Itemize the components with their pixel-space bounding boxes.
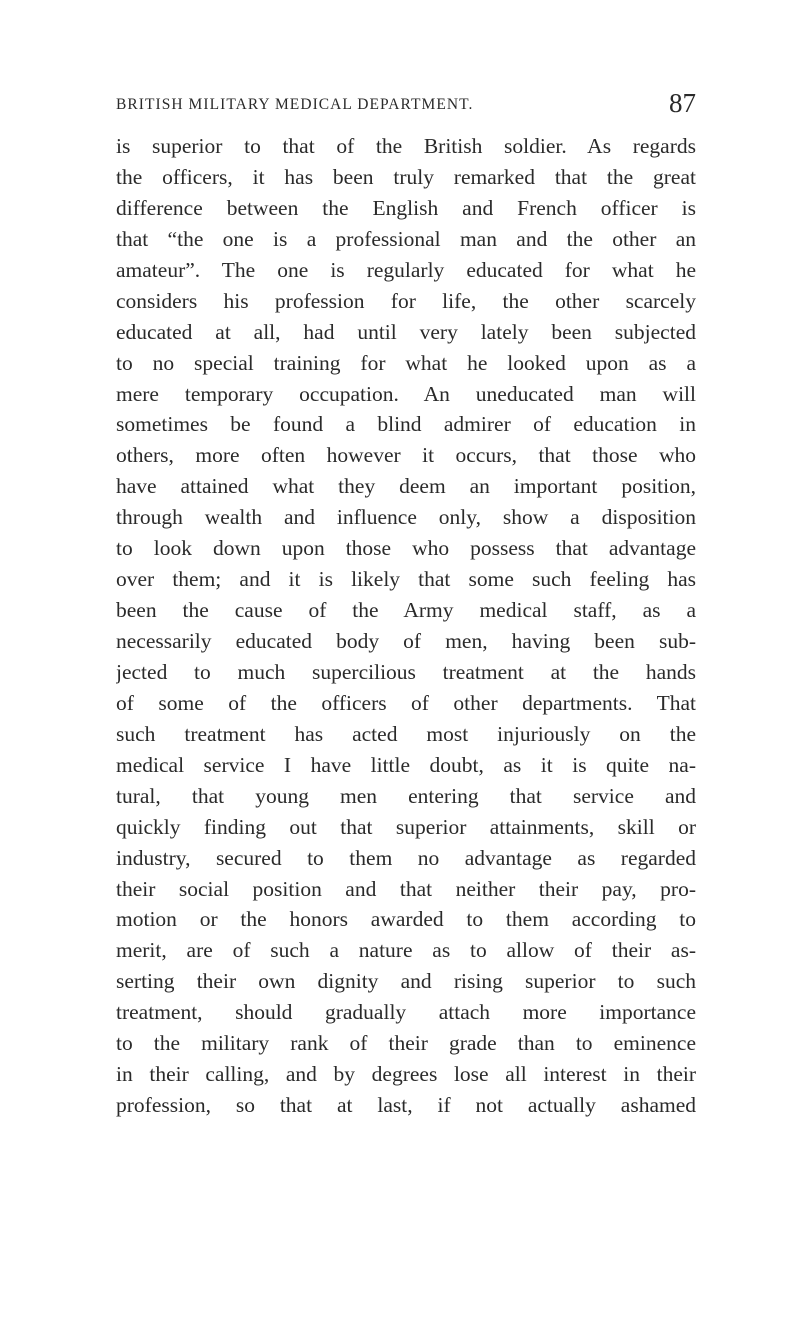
text-line: is superior to that of the British soldier. As regards <box>116 134 696 158</box>
text-line: quickly finding out that superior attainments, skill or <box>116 814 696 839</box>
text-line: medical service I have little doubt, as it is quite na- <box>116 752 696 777</box>
running-header <box>116 88 696 124</box>
text-line: amateur”. The one is regularly educated for what he <box>116 257 696 282</box>
text-line: considers his profession for life, the other scarcely <box>116 288 696 313</box>
running-title: BRITISH MILITARY MEDICAL DEPARTMENT. <box>116 96 474 113</box>
text-line: jected to much supercilious treatment at the hands <box>116 659 696 684</box>
text-line: through wealth and influence only, show a disposition <box>116 505 696 530</box>
text-line: have attained what they deem an important position, <box>116 474 696 499</box>
text-line: others, more often however it occurs, that those who <box>116 443 696 468</box>
page-number: 87 <box>669 88 696 118</box>
text-line: serting their own dignity and rising superior to such <box>116 969 696 994</box>
text-line: merit, are of such a nature as to allow of their as- <box>116 938 696 963</box>
text-line: mere temporary occupation. An uneducated man will <box>116 381 696 406</box>
text-line: their social position and that neither their pay, pro- <box>116 876 696 901</box>
text-line: difference between the English and French officer is <box>116 195 696 220</box>
text-line: sometimes be found a blind admirer of education in <box>116 412 696 437</box>
text-line: that “the one is a professional man and the other an <box>116 226 696 251</box>
text-line: of some of the officers of other departments. That <box>116 690 696 715</box>
text-line: to the military rank of their grade than to eminence <box>116 1031 696 1056</box>
text-line: the officers, it has been truly remarked that the great <box>116 164 696 189</box>
text-line: been the cause of the Army medical staff, as a <box>116 598 696 623</box>
text-line: in their calling, and by degrees lose all interest in their <box>116 1062 696 1087</box>
text-line: tural, that young men entering that service and <box>116 783 696 808</box>
text-line: educated at all, had until very lately been subjected <box>116 319 696 344</box>
text-line: industry, secured to them no advantage as regarded <box>116 845 696 870</box>
body-text <box>116 131 696 1121</box>
text-line: profession, so that at last, if not actually ashamed <box>116 1093 696 1118</box>
text-line: to no special training for what he looked upon as a <box>116 350 696 375</box>
text-line: motion or the honors awarded to them according to <box>116 907 696 932</box>
text-line: to look down upon those who possess that advantage <box>116 536 696 561</box>
text-line: such treatment has acted most injuriously on the <box>116 721 696 746</box>
text-line: over them; and it is likely that some such feeling has <box>116 567 696 592</box>
text-line: necessarily educated body of men, having been sub- <box>116 629 696 653</box>
text-line: treatment, should gradually attach more importance <box>116 1000 696 1025</box>
